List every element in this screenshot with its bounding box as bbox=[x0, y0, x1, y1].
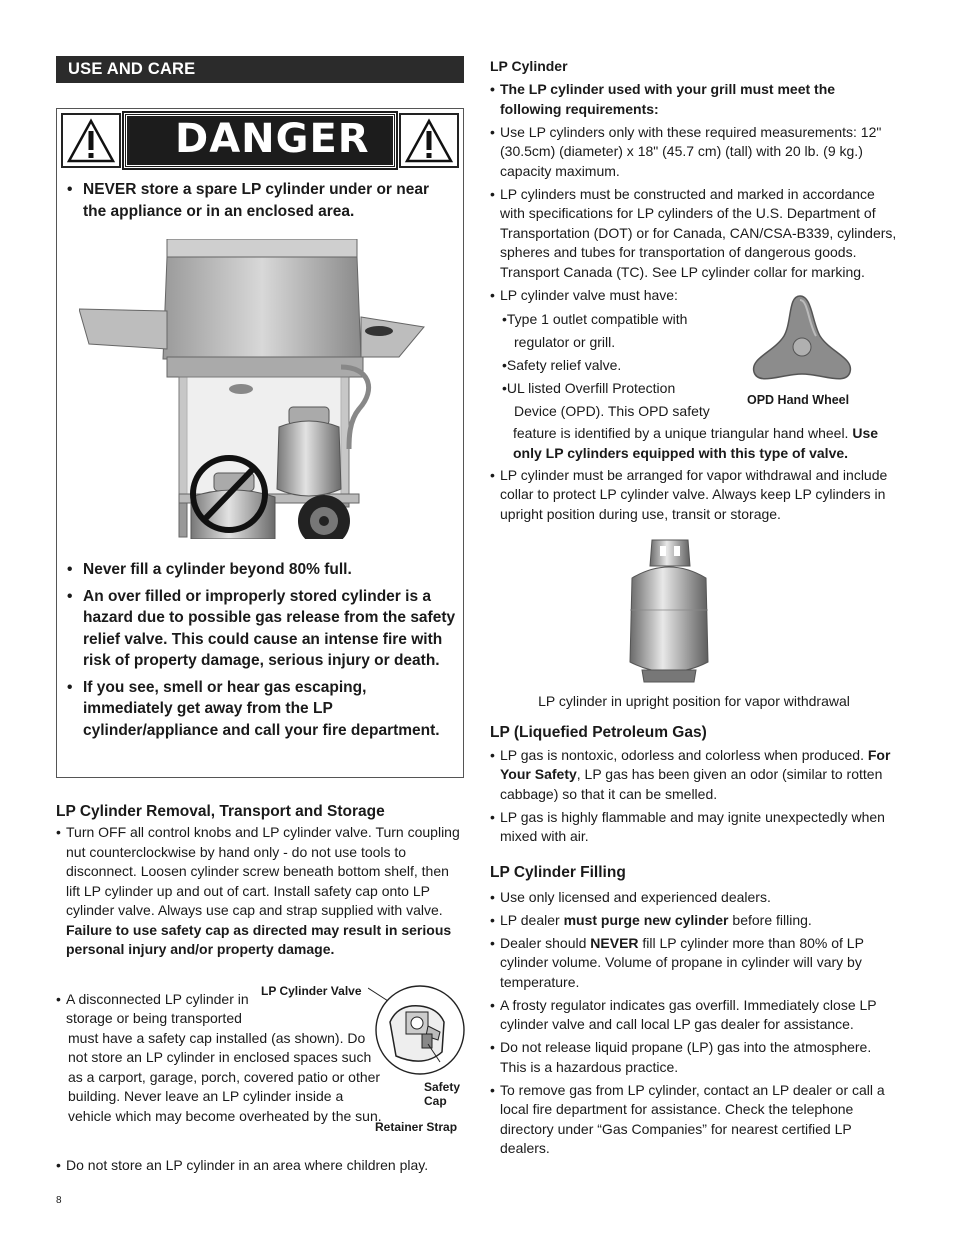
warning-triangle-icon bbox=[61, 113, 121, 168]
list-item: • LP gas is highly flammable and may ignite unexpectedly when mixed with air. bbox=[490, 808, 898, 847]
removal-heading: LP Cylinder Removal, Transport and Storage bbox=[56, 803, 385, 820]
filling-heading: LP Cylinder Filling bbox=[490, 863, 626, 881]
list-item: • Do not store an LP cylinder in an area where children play. bbox=[56, 1156, 464, 1176]
valve-item-cont: feature is identified by a unique triangular hand wheel. Use only LP cylinders equipped with this type of valve. bbox=[513, 424, 879, 461]
removal-section bbox=[56, 802, 464, 960]
warning-triangle-icon bbox=[399, 113, 459, 168]
gas-list bbox=[490, 746, 898, 847]
list-item: • Use LP cylinders only with these required measurements: 12" (30.5cm) (diameter) x 18" (45.7 cm) (tall) with 20 lb. (9 kg.) capacity maximum. bbox=[490, 123, 898, 182]
list-item: • To remove gas from LP cylinder, contact an LP dealer or call a local fire department for assistance. Check the telephone directory under “Gas Companies” for nearest certified LP dealers. bbox=[490, 1081, 898, 1159]
label-lp-cylinder-valve: LP Cylinder Valve bbox=[261, 983, 362, 998]
danger-list-top bbox=[57, 179, 451, 227]
lp-cylinder-illustration bbox=[624, 536, 714, 684]
list-item: • Use only licensed and experienced dealers. bbox=[490, 888, 898, 908]
list-item: • A frosty regulator indicates gas overfill. Immediately close LP cylinder valve and call local LP gas dealer for assistance. bbox=[490, 996, 898, 1035]
filling-list bbox=[490, 888, 898, 1159]
storage-section bbox=[56, 983, 464, 1180]
danger-list-bottom bbox=[57, 559, 457, 746]
valve-item: •Safety relief valve. bbox=[502, 356, 622, 373]
section-title: USE AND CARE bbox=[56, 56, 464, 83]
safety-cap-illustration bbox=[368, 982, 468, 1082]
vapor-list bbox=[490, 466, 898, 525]
gas-heading: LP (Liquefied Petroleum Gas) bbox=[490, 723, 707, 741]
danger-bullet: • NEVER store a spare LP cylinder under or near the appliance or in an enclosed area. bbox=[57, 179, 451, 222]
valve-item: •Type 1 outlet compatible with bbox=[502, 310, 688, 327]
valve-requirements bbox=[490, 308, 898, 466]
list-item: • Do not release liquid propane (LP) gas into the atmosphere. This is a hazardous practice. bbox=[490, 1038, 898, 1077]
opd-hand-wheel-illustration bbox=[742, 292, 862, 392]
removal-list bbox=[56, 823, 464, 960]
left-column bbox=[56, 56, 464, 1179]
list-item: • LP cylinder valve must have: bbox=[490, 286, 898, 306]
valve-item-cont: regulator or grill. bbox=[514, 333, 616, 350]
right-column bbox=[490, 56, 898, 1162]
danger-banner bbox=[61, 113, 459, 168]
list-item: • Dealer should NEVER fill LP cylinder more than 80% of LP cylinder volume. Volume of propane in cylinder will vary by temperature. bbox=[490, 934, 898, 993]
cylinder-caption: LP cylinder in upright position for vapor withdrawal bbox=[538, 693, 850, 709]
label-safety-cap: Safety Cap bbox=[424, 1079, 461, 1108]
list-item: • LP cylinders must be constructed and marked in accordance with specifications for LP cylinders of the U.S. Department of Transportation (DOT) or for Canada, CAN/CSA-B339, cylinders, spheres and tubes for transportation of dangerous goods. Transport Canada (TC). See LP cylinder collar for marking. bbox=[490, 185, 898, 283]
list-item: • LP cylinder must be arranged for vapor withdrawal and include collar to protect LP cylinder valve. Always keep LP cylinders in upright position during use, transit or storage. bbox=[490, 466, 898, 525]
danger-bullet: • If you see, smell or hear gas escaping, immediately get away from the LP cylinder/appliance and call your fire department. bbox=[57, 677, 457, 742]
danger-title: DANGER bbox=[124, 113, 396, 168]
page-number: 8 bbox=[56, 1195, 62, 1206]
storage-text-part2: must have a safety cap installed (as shown). Do not store an LP cylinder in enclosed spaces such as a carport, garage, porch, covered patio or other building. Never leave an LP cylinder inside a vehicle which may become overheated by the sun. bbox=[68, 1029, 382, 1124]
list-item: • LP gas is nontoxic, odorless and colorless when produced. For Your Safety, LP gas has been given an odor (similar to rotten cabbage) so that it can be smelled. bbox=[490, 746, 898, 805]
danger-bullet: • An over filled or improperly stored cylinder is a hazard due to possible gas release from the safety relief valve. This could cause an intense fire with risk of property damage, serious injury or death. bbox=[57, 586, 457, 672]
grill-illustration bbox=[79, 239, 439, 539]
list-item: • A disconnected LP cylinder in storage or being transported bbox=[56, 990, 256, 1029]
valve-item-cont: Device (OPD). This OPD safety bbox=[514, 402, 710, 419]
danger-box bbox=[56, 108, 464, 778]
list-item: • Turn OFF all control knobs and LP cylinder valve. Turn coupling nut counterclockwise by hand only - do not use tools to disconnect. Loosen cylinder screw beneath bottom shelf, then lift LP cylinder up and out of cart. Install safety cap onto LP cylinder valve. Always use cap and strap supplied with valve. Failure to use safety cap as directed may result in serious personal injury and/or property damage. bbox=[56, 823, 464, 960]
danger-bullet: • Never fill a cylinder beyond 80% full. bbox=[57, 559, 457, 581]
children-list bbox=[56, 1156, 464, 1176]
list-item: • The LP cylinder used with your grill must meet the following requirements: bbox=[490, 80, 898, 119]
requirements-list bbox=[490, 80, 898, 305]
opd-label: OPD Hand Wheel bbox=[747, 392, 850, 407]
valve-item: •UL listed Overfill Protection bbox=[502, 379, 676, 396]
lp-cylinder-heading: LP Cylinder bbox=[490, 58, 568, 74]
storage-text-part1 bbox=[56, 990, 256, 1033]
label-retainer-strap: Retainer Strap bbox=[375, 1119, 458, 1134]
list-item: • LP dealer must purge new cylinder before filling. bbox=[490, 911, 898, 931]
